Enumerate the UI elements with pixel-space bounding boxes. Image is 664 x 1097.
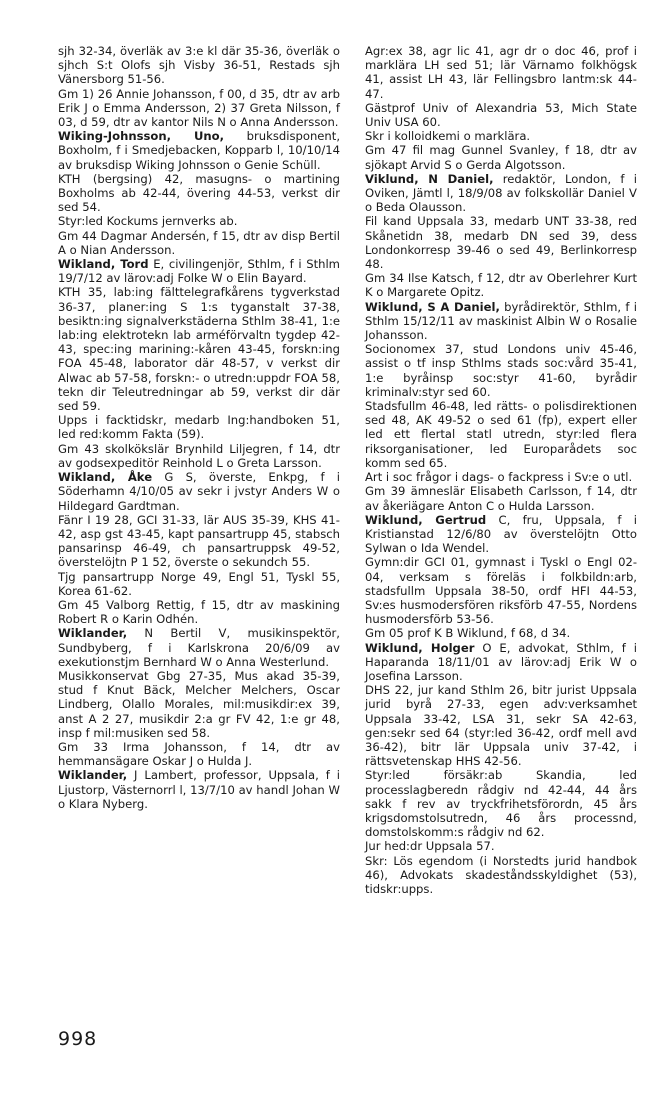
entry-paragraph: Gm 44 Dagmar Andersén, f 15, dtr av disp Bertil A o Nian Andersson. [58,228,340,257]
biography-entry [58,257,340,285]
entry-text: redaktör, London, f i Oviken, Jämtl l, 18/9/08 av folkskollär Daniel V o Beda Olausson. [365,171,637,215]
biography-entry [58,626,340,669]
entry-paragraph: Skr i kolloidkemi o marklära. [365,129,531,144]
entry-name: Wiklander, [58,626,128,641]
entry-paragraph: Skr: Lös egendom (i Norstedts jurid handbok 46), Advokats skadeståndsskyldighet (53), tidskr:upps. [365,853,637,896]
entry-paragraph: Styr:led försäkr:ab Skandia, led processlagberedn rådgiv nd 42-44, 44 års sakk f rev av tryckfrihetsförordn, 45 års krigsdomstolsutredn, 46 års processnd, domstolskomm:s rådgiv nd 62. [365,768,637,840]
entry-text: byrådirektör, Sthlm, f i Sthlm 15/12/11 av maskinist Albin W o Rosalie Johansson. [365,299,637,343]
biography-entry [365,513,637,556]
biography-entry [58,129,340,172]
entry-text: O E, advokat, Sthlm, f i Haparanda 18/11/01 av lärov:adj Erik W o Josefina Larsson. [365,640,637,683]
entry-name: Wikland, Åke [58,470,153,485]
entry-name: Wiking-Johnsson, Uno, [58,129,225,144]
entry-name: Wiklund, Gertrud [365,512,487,527]
entry-text: J Lambert, professor, Uppsala, f i Ljustorp, Västernorrl l, 13/7/10 av handl Johan W o Klara Nyberg. [58,768,340,811]
entry-paragraph: Gymn:dir GCI 01, gymnast i Tyskl o Engl 02-04, verksam s föreläs i folkbildn:arb, stadsfullm Uppsala 38-50, ordf HFI 44-53, Sv:es husmodersfören riksförb 47-55, Nordens husmodersförb 53-56. [365,555,637,627]
right-column [365,44,637,896]
entry-paragraph: Fil kand Uppsala 33, medarb UNT 33-38, red Skånetidn 38, medarb DN sed 39, dess Londonkorresp 39-46 o sed 49, Berlinkorresp 48. [365,214,637,272]
entry-paragraph: Socionomex 37, stud Londons univ 45-46, assist o tf insp Sthlms stads soc:vård 35-41, 1:e byråinsp soc:styr 41-60, byrådir kriminalv:styr sed 60. [365,342,637,399]
entry-paragraph: Styr:led Kockums jernverks ab. [58,214,238,229]
entry-text: N Bertil V, musikinspektör, Sundbyberg, f i Karlskrona 20/6/09 av exekutionstjm Bernhard W o Anna Westerlund. [58,626,340,669]
entry-paragraph: Stadsfullm 46-48, led rätts- o polisdirektionen sed 48, AK 49-52 o sed 61 (fp), expert eller led ett flertal statl utredn, styr:led flera riksorganisationer, led Europarådets soc komm sed 65. [365,399,637,470]
entry-paragraph: Gm 1) 26 Annie Johansson, f 00, d 35, dtr av arb Erik J o Emma Andersson, 2) 37 Greta Nilsson, f 03, d 59, dtr av kantor Nils N o Anna Andersson. [58,86,340,130]
entry-paragraph: Gm 33 Irma Johansson, f 14, dtr av hemmansägare Oskar J o Hulda J. [58,739,340,769]
entry-name: Wikland, Tord [58,257,149,272]
entry-paragraph: KTH (bergsing) 42, masugns- o martining Boxholms ab 42-44, övering 44-53, verkst dir sed 54. [58,171,340,215]
entry-paragraph: Art i soc frågor i dags- o fackpress i Sv:e o utl. [365,470,633,485]
entry-paragraph: Gm 05 prof K B Wiklund, f 68, d 34. [365,626,571,641]
entry-paragraph: Jur hed:dr Uppsala 57. [365,839,495,854]
entry-text: G S, överste, Enkpg, f i Söderhamn 4/10/05 av sekr i jvstyr Anders W o Hildegard Gardtman. [58,470,340,513]
entry-name: Viklund, N Daniel, [365,171,494,186]
entry-paragraph: Gm 34 Ilse Katsch, f 12, dtr av Oberlehrer Kurt K o Margarete Opitz. [365,271,637,300]
entry-paragraph: Upps i facktidskr, medarb Ing:handboken 51, led red:komm Fakta (59). [58,413,340,442]
biography-entry [365,641,637,684]
entry-paragraph: Fänr I 19 28, GCI 31-33, lär AUS 35-39, KHS 41-42, asp gst 43-45, kapt pansartrupp 45, stabsch pansarinsp 46-49, ch pansartruppsk 49-52, överstelöjtn P 1 52, överste o sekundch 55. [58,512,340,570]
entry-paragraph: Musikkonservat Gbg 27-35, Mus akad 35-39, stud f Knut Bäck, Melcher Melchers, Oscar Lindberg, Olallo Morales, mil:musikdir:ex 39, anst A 2 27, musikdir 2:a gr FV 42, 1:e gr 48, insp f mil:musiken sed 58. [58,668,340,740]
entry-paragraph: DHS 22, jur kand Sthlm 26, bitr jurist Uppsala jurid byrå 27-33, egen adv:verksamhet Uppsala 33-42, LSA 31, sekr SA 42-63, gen:sekr sed 64 (styr:led 36-42, ordf mell avd 36-42), bitr lär Uppsala univ 37-42, i rättsvetenskap HHS 42-56. [365,683,637,769]
entry-paragraph: Agr:ex 38, agr lic 41, agr dr o doc 46, prof i marklära LH sed 51; lär Värnamo folkhögsk 41, assist LH 43, lär Fellingsbro lantm:sk 44-47. [365,44,637,101]
entry-paragraph: Gm 43 skolkökslär Brynhild Liljegren, f 14, dtr av godsexpeditör Reinhold L o Greta Larsson. [58,441,340,470]
entry-text: bruksdisponent, Boxholm, f i Smedjebacken, Kopparb l, 10/10/14 av bruksdisp Wiking Johnsson o Genie Schüll. [58,129,340,172]
biography-entry [58,470,340,513]
biography-entry [365,300,637,343]
entry-paragraph: KTH 35, lab:ing fälttelegrafkårens tygverkstad 36-37, planer:ing S 1:s tyganstalt 37-38, besiktn:ing signalverkstäderna Sthlm 38-41, 1:e lab:ing elektrotekn lab arméförvaltn tygdep 42-43, spec:ing marining:-kåren 43-45, forskn:ing FOA 45-48, laborator där 48-57, v verkst dir Alwac ab 57-58, forskn:- o utredn:uppdr FOA 58, tekn dir Teleutredningar ab 59, verkst dir där sed 59. [58,285,340,414]
entry-paragraph: Gm 39 ämneslär Elisabeth Carlsson, f 14, dtr av åkeriägare Anton C o Hulda Larsson. [365,484,637,513]
biography-entry [58,768,340,811]
biography-entry [365,172,637,215]
entry-name: Wiklund, Holger [365,640,475,655]
entry-paragraph: Gästprof Univ of Alexandria 53, Mich State Univ USA 60. [365,100,637,130]
entry-paragraph: Tjg pansartrupp Norge 49, Engl 51, Tyskl 55, Korea 61-62. [58,569,340,598]
left-column [58,44,340,811]
entry-paragraph: Gm 45 Valborg Rettig, f 15, dtr av maskining Robert R o Karin Odhén. [58,597,340,627]
entry-paragraph: sjh 32-34, överläk av 3:e kl där 35-36, överläk o sjhch S:t Olofs sjh Visby 36-51, Restads sjh Vänersborg 51-56. [58,44,340,87]
entry-name: Wiklund, S A Daniel, [365,299,500,314]
entry-name: Wiklander, [58,768,128,783]
entry-paragraph: Gm 47 fil mag Gunnel Svanley, f 18, dtr av sjökapt Arvid S o Gerda Algotsson. [365,143,637,172]
entry-text: E, civilingenjör, Sthlm, f i Sthlm 19/7/12 av lärov:adj Folke W o Elin Bayard. [58,257,340,286]
entry-text: C, fru, Uppsala, f i Kristianstad 12/6/80 av överstelöjtn Otto Sylwan o Ida Wendel. [365,512,637,556]
page-number: 998 [58,1028,98,1050]
